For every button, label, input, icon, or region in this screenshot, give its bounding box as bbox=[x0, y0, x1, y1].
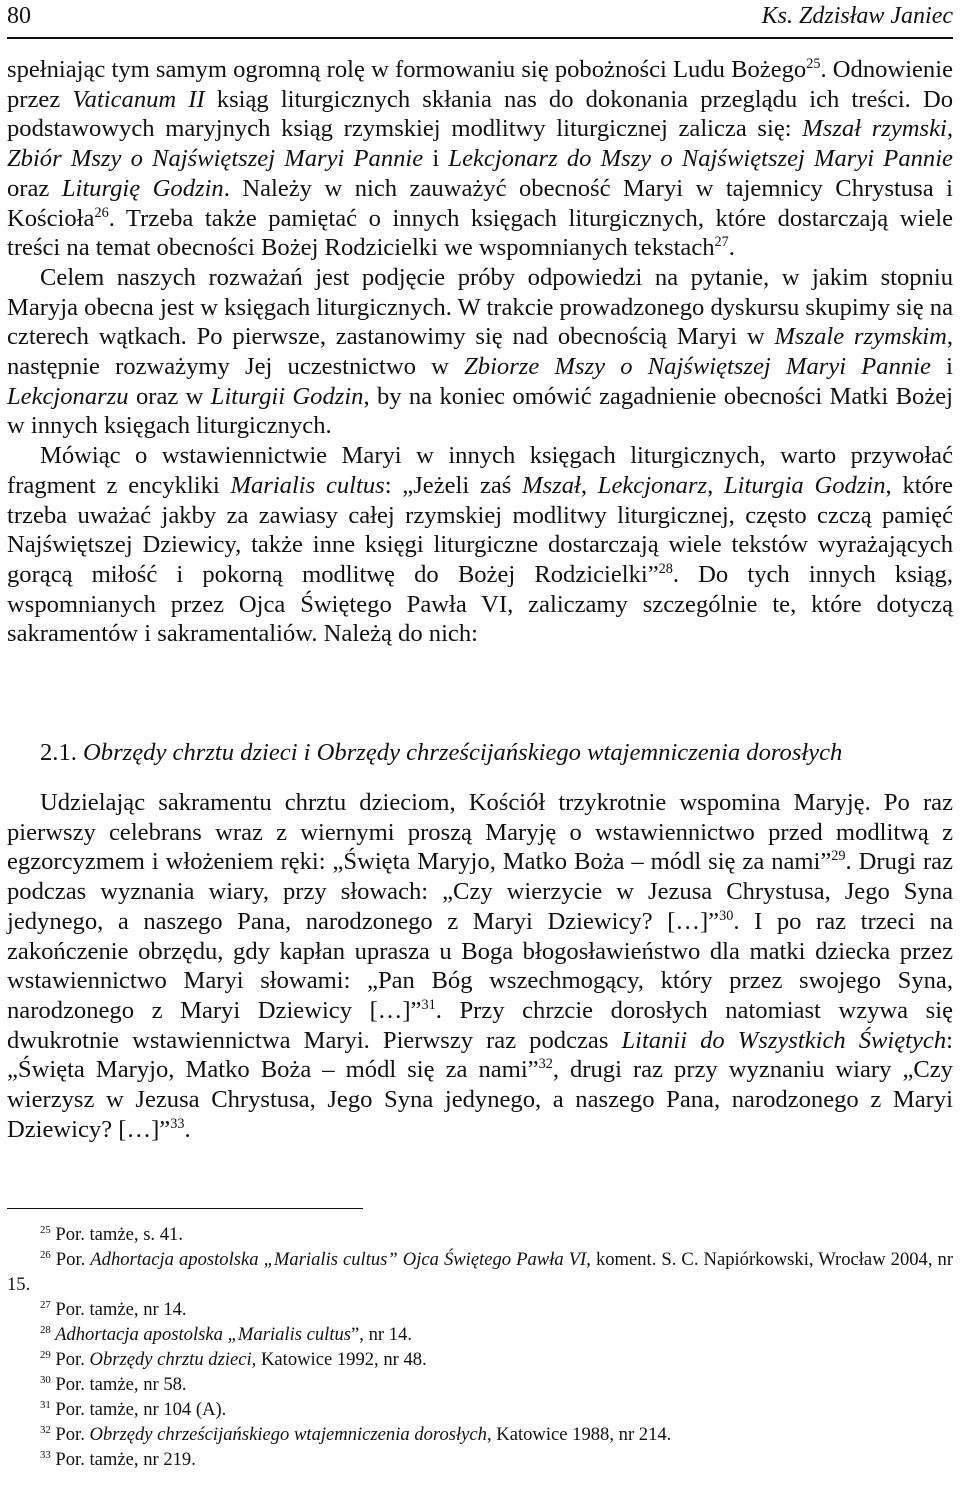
section-title: Obrzędy chrztu dzieci i Obrzędy chrześcijańskiego wtajemniczenia dorosłych bbox=[83, 739, 843, 766]
footnote-text: Katowice 1992, nr 48. bbox=[256, 1349, 427, 1370]
section-heading bbox=[40, 739, 842, 767]
text-run: . bbox=[184, 1115, 191, 1143]
text-run: spełniając tym samym ogromną rolę w formowaniu się pobożności Ludu Bożego bbox=[7, 56, 807, 83]
footnote-number: 27 bbox=[40, 1298, 51, 1311]
footnote-ref: 33 bbox=[170, 1115, 185, 1132]
footnote-text: Por. bbox=[50, 1424, 90, 1445]
footnote-27 bbox=[7, 1297, 953, 1322]
footnote-number: 33 bbox=[40, 1448, 51, 1461]
italic-run: Liturgii Godzin bbox=[210, 382, 364, 410]
footnote-text: Por. tamże, nr 14. bbox=[50, 1299, 187, 1320]
footnote-number: 28 bbox=[40, 1323, 51, 1336]
italic-run: Vaticanum II bbox=[72, 85, 205, 113]
text-run: i bbox=[930, 353, 953, 381]
footnote-29 bbox=[7, 1347, 953, 1372]
main-text bbox=[7, 55, 953, 649]
paragraph bbox=[7, 788, 953, 1144]
italic-run: Mszał rzymski, Zbiór Mszy o Najświętszej Maryi Pannie bbox=[7, 115, 953, 173]
footnote-ref: 27 bbox=[714, 234, 729, 251]
footnote-number: 25 bbox=[40, 1223, 51, 1236]
footnote-ref: 31 bbox=[421, 996, 436, 1013]
footnote-ref: 26 bbox=[94, 204, 109, 221]
italic-run: Mszale rzymskim bbox=[774, 323, 947, 351]
footnote-separator bbox=[7, 1208, 363, 1209]
page-number: 80 bbox=[7, 3, 31, 29]
footnote-ref: 29 bbox=[831, 848, 846, 865]
footnote-ref: 32 bbox=[538, 1056, 553, 1073]
italic-run: Marialis cultus bbox=[230, 471, 385, 499]
footnote-number: 31 bbox=[40, 1398, 51, 1411]
footnote-text: , koment. S. C. Napiórkowski, Wrocław 2004, nr 15. bbox=[7, 1249, 954, 1295]
footnote-number: 30 bbox=[40, 1373, 51, 1386]
text-run: , bbox=[580, 471, 598, 499]
text-run: i bbox=[423, 145, 449, 173]
text-run: oraz bbox=[7, 174, 62, 202]
footnote-italic: Adhortacja apostolska „Marialis cultus bbox=[50, 1324, 352, 1345]
italic-run: Zbiorze Mszy o Najświętszej Maryi Pannie bbox=[464, 353, 931, 381]
footnote-italic: Adhortacja apostolska „Marialis cultus” Ojca Świętego Pawła VI bbox=[90, 1249, 587, 1270]
footnote-number: 26 bbox=[40, 1248, 51, 1261]
text-run: Mówiąc o wstawiennictwie Maryi w innych księgach liturgicznych, warto przywołać fragment z encykliki bbox=[7, 442, 953, 499]
footnote-text: Por. tamże, s. 41. bbox=[50, 1224, 183, 1245]
text-run: . Trzeba także pamiętać o innych księgach liturgicznych, które dostarczają wiele treści na temat obecności Bożej Rodzicielki we wspomnianych tekstach bbox=[7, 204, 953, 262]
running-header bbox=[7, 0, 953, 39]
text-run: . Odnowienie przez bbox=[7, 56, 953, 113]
footnote-32 bbox=[7, 1422, 953, 1447]
footnote-italic: Obrzędy chrześcijańskiego wtajemniczenia dorosłych bbox=[89, 1424, 487, 1445]
footnotes bbox=[7, 1222, 953, 1472]
italic-run: Lekcjonarzu bbox=[7, 382, 129, 410]
text-run: , następnie rozważymy Jej uczestnictwo w bbox=[7, 323, 953, 381]
text-run: . Do tych innych ksiąg, wspomnianych przez Ojca Świętego Pawła VI, zaliczamy szczególnie te, które dotyczą sakramentów i sakramentaliów. Należą do nich: bbox=[7, 560, 953, 648]
footnote-text: Por. bbox=[50, 1349, 90, 1370]
text-run: , bbox=[707, 471, 724, 499]
footnote-text: Por. bbox=[50, 1249, 91, 1270]
paragraph bbox=[7, 263, 953, 441]
text-run: . I po raz trzeci na zakończenie obrzędu, gdy kapłan uprasza u Boga błogosławieństwo dla matki dziecka przez wstawiennictwo Maryi słowami: „Pan Bóg wszechmogący, który przez swojego Syna, narodzonego z Maryi Dziewicy […]” bbox=[7, 907, 954, 1024]
italic-run: Lekcjonarz do Mszy o Najświętszej Maryi Pannie bbox=[448, 145, 953, 173]
text-run: Celem naszych rozważań jest podjęcie próby odpowiedzi na pytanie, w jakim stopniu Maryja obecna jest w księgach liturgicznych. W trakcie prowadzonego dyskursu skupimy się na czterech wątkach. Po pierwsze, zastanowimy się nad obecnością Maryi w bbox=[7, 263, 953, 351]
italic-run: Lekcjonarz bbox=[597, 471, 708, 499]
text-run: , by na koniec omówić zagadnienie obecności Matki Bożej w innych księgach liturgicznych. bbox=[7, 382, 953, 440]
text-run: : „Jeżeli zaś bbox=[384, 471, 523, 499]
footnote-text: ”, nr 14. bbox=[351, 1324, 412, 1345]
running-author: Ks. Zdzisław Janiec bbox=[761, 3, 953, 29]
text-run: . Przy chrzcie dorosłych natomiast wzywa się dwukrotnie wstawiennictwa Maryi. Pierwszy raz podczas bbox=[7, 996, 953, 1054]
text-run: : „Święta Maryjo, Matko Boża – módl się za nami” bbox=[7, 1026, 953, 1084]
footnote-ref: 25 bbox=[806, 55, 821, 72]
italic-run: Mszał bbox=[522, 471, 581, 499]
footnote-31 bbox=[7, 1397, 953, 1422]
section-number: 2.1. bbox=[40, 739, 84, 766]
text-run: , które trzeba uważać jakby za zawiasy całej rzymskiej modlitwy liturgicznej, często czczą pamięć Najświętszej Dziewicy, także inne księgi liturgiczne dostarczają wiele tekstów wyrażających gorącą miłość i pokorną modlitwę do Bożej Rodzicielki” bbox=[7, 471, 953, 588]
text-run: . Należy w nich zauważyć obecność Maryi w tajemnicy Chrystusa i Kościoła bbox=[7, 174, 953, 232]
footnote-text: Por. tamże, nr 219. bbox=[50, 1449, 196, 1470]
italic-run: Liturgia Godzin bbox=[724, 471, 886, 499]
footnote-26 bbox=[7, 1247, 953, 1297]
text-run: . bbox=[728, 234, 735, 262]
footnote-text: Por. tamże, nr 58. bbox=[50, 1374, 187, 1395]
paragraph bbox=[7, 55, 953, 263]
footnote-30 bbox=[7, 1372, 953, 1397]
italic-run: Liturgię Godzin bbox=[61, 174, 224, 202]
footnote-28 bbox=[7, 1322, 953, 1347]
footnote-ref: 30 bbox=[719, 907, 734, 924]
text-run: . Drugi raz podczas wyznania wiary, przy słowach: „Czy wierzycie w Jezusa Chrystusa, Jego Syna jedynego, a naszego Pana, narodzonego z Maryi Dziewicy? […]” bbox=[7, 848, 953, 935]
footnote-number: 29 bbox=[40, 1348, 51, 1361]
footnote-ref: 28 bbox=[658, 560, 673, 577]
footnote-text: Por. tamże, nr 104 (A). bbox=[50, 1399, 227, 1420]
italic-run: Litanii do Wszystkich Świętych bbox=[621, 1026, 947, 1054]
text-run: Udzielając sakramentu chrztu dzieciom, Kościół trzykrotnie wspomina Maryję. Po raz pierwszy celebrans wraz z wiernymi proszą Maryję o wstawiennictwo przed modlitwą z egzorcyzmem i włożeniem ręki: „Święta Maryjo, Matko Boża – módl się za nami” bbox=[7, 789, 953, 876]
text-run: ksiąg liturgicznych skłania nas do dokonania przeglądu ich treści. Do podstawowych maryjnych ksiąg rzymskiej modlitwy liturgicznej zalicza się: bbox=[7, 85, 953, 143]
footnote-number: 32 bbox=[40, 1423, 51, 1436]
main-text-continued bbox=[7, 788, 953, 1144]
footnote-33 bbox=[7, 1447, 953, 1472]
text-run: , drugi raz przy wyznaniu wiary „Czy wierzysz w Jezusa Chrystusa, Jego Syna jedynego, a naszego Pana, narodzonego z Maryi Dziewicy? […]” bbox=[7, 1056, 953, 1143]
footnote-text: , Katowice 1988, nr 214. bbox=[486, 1424, 672, 1445]
footnote-25 bbox=[7, 1222, 953, 1247]
footnote-italic: Obrzędy chrztu dzieci, bbox=[89, 1349, 257, 1370]
text-run: oraz w bbox=[128, 382, 211, 410]
paragraph bbox=[7, 441, 953, 649]
